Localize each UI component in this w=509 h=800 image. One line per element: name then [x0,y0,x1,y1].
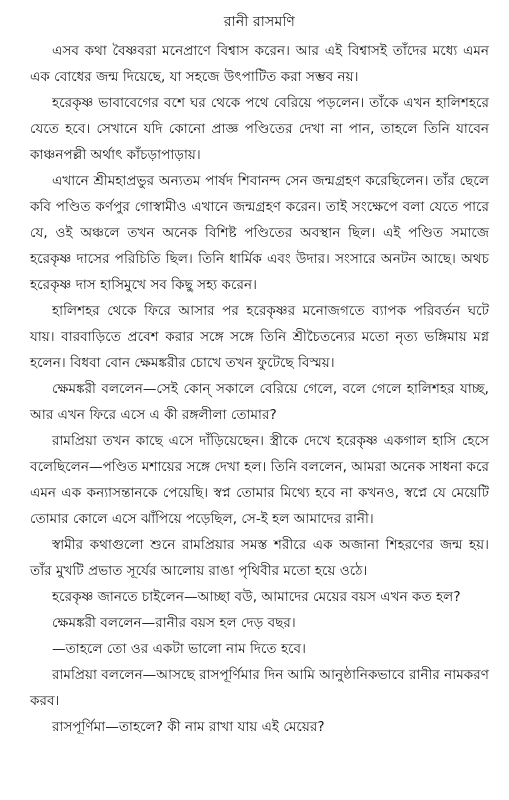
paragraph: রামপ্রিয়া তখন কাছে এসে দাঁড়িয়েছেন। স্ত্রীকে দেখে হরেকৃষ্ণ একগাল হাসি হেসে বলেছিলেন—পণ্ডিত মশায়ের সঙ্গে দেখা হল। তিনি বললেন, আমরা অনেক সাধনা করে এমন এক কন্যাসন্তানকে পেয়েছি। স্বপ্ন তোমার মিথ্যে হবে না কখনও, স্বপ্নে যে মেয়েটি তোমার কোলে এসে ঝাঁপিয়ে পড়েছিল, সে-ই হল আমাদের রানী। [30,433,489,527]
paragraph: —তাহলে তো ওর একটা ভালো নাম দিতে হবে। [52,641,306,657]
paragraph: হরেকৃষ্ণ ভাবাবেগের বশে ঘর থেকে পথে বেরিয়ে পড়লেন। তাঁকে এখন হালিশহরে যেতে হবে। সেখানে যদি কোনো প্রাজ্ঞ পণ্ডিতের দেখা না পান, তাহলে তিনি যাবেন কাঞ্চনপল্লী অর্থাৎ কাঁচড়াপাড়ায়। [30,95,489,163]
paragraph: হালিশহর থেকে ফিরে আসার পর হরেকৃষ্ণর মনোজগতে ব্যাপক পরিবর্তন ঘটে যায়। বারবাড়িতে প্রবেশ করার সঙ্গে সঙ্গে তিনি শ্রীচৈতন্যের মতো নৃত্য ভঙ্গিমায় মগ্ন হলেন। বিধবা বোন ক্ষেমঙ্করীর চোখে তখন ফুটেছে বিস্ময়। [30,303,489,371]
paragraph: ক্ষেমঙ্করী বললেন—রানীর বয়স হল দেড় বছর। [52,615,296,631]
paragraph: স্বামীর কথাগুলো শুনে রামপ্রিয়ার সমস্ত শরীরে এক অজানা শিহরণের জন্ম হয়। তাঁর মুখটি প্রভাত সূর্যের আলোয় রাঙা পৃথিবীর মতো হয়ে ওঠে। [30,537,489,579]
paragraph: এসব কথা বৈষ্ণবরা মনেপ্রাণে বিশ্বাস করেন। আর এই বিশ্বাসই তাঁদের মধ্যে এমন এক বোধের জন্ম দিয়েছে, যা সহজে উৎপাটিত করা সম্ভব নয়। [30,43,489,85]
page-title: রানী রাসমণি [223,14,296,30]
paragraph: ক্ষেমঙ্করী বললেন—সেই কোন্‌ সকালে বেরিয়ে গেলে, বলে গেলে হালিশহর যাচ্ছ, আর এখন ফিরে এসে এ কী রঙ্গলীলা তোমার? [30,381,489,423]
paragraph: এখানে শ্রীমহাপ্রভুর অন্যতম পার্ষদ শিবানন্দ সেন জন্মগ্রহণ করেছিলেন। তাঁর ছেলে কবি পণ্ডিত কর্ণপুর গোস্বামীও এখানে জন্মগ্রহণ করেন। তাই সংক্ষেপে বলা যেতে পারে যে, ওই অঞ্চলে তখন অনেক বিশিষ্ট পণ্ডিতের অবস্থান ছিল। এই পণ্ডিত সমাজে হরেকৃষ্ণ দাসের পরিচিতি ছিল। তিনি ধার্মিক এবং উদার। সংসারে অনটন আছে। অথচ হরেকৃষ্ণ দাস হাসিমুখে সব কিছু সহ্য করেন। [30,173,489,293]
paragraph: হরেকৃষ্ণ জানতে চাইলেন—আচ্ছা বউ, আমাদের মেয়ের বয়স এখন কত হল? [52,589,461,605]
paragraph: রাসপূর্ণিমা—তাহলে? কী নাম রাখা যায় এই মেয়ের? [52,719,325,735]
body-text [30,38,489,740]
paragraph: রামপ্রিয়া বললেন—আসছে রাসপূর্ণিমার দিন আমি আনুষ্ঠানিকভাবে রানীর নামকরণ করব। [30,667,489,709]
